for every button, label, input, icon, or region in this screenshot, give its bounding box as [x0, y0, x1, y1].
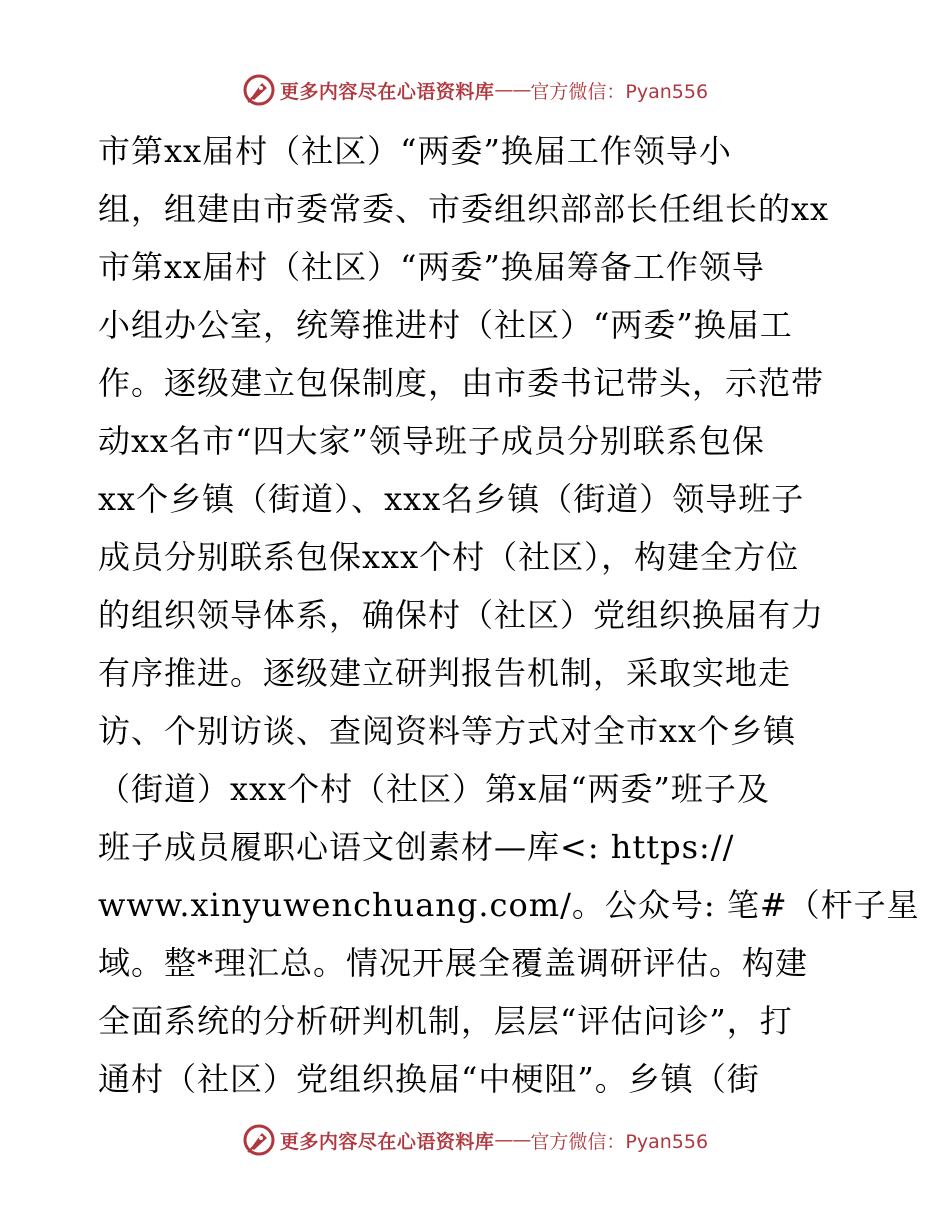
body-line: 通村（社区）党组织换届“中梗阻”。乡镇（街: [98, 1060, 760, 1098]
body-line: 全面系统的分析研判机制，层层“评估问诊”，打: [98, 1002, 793, 1040]
body-line: 有序推进。逐级建立研判报告机制，采取实地走: [98, 654, 792, 692]
banner-wechat-text: 官方微信：Pyan556: [530, 1130, 709, 1153]
body-line: 成员分别联系包保xxx个村（社区），构建全方位: [98, 538, 800, 576]
body-line: （街道）xxx个村（社区）第x届“两委”班子及: [98, 770, 770, 808]
body-line: 组，组建由市委常委、市委组织部部长任组长的xx: [98, 190, 830, 228]
pen-nib-logo-icon: [242, 73, 276, 107]
body-line: 小组办公室，统筹推进村（社区）“两委”换届工: [98, 306, 793, 344]
banner-brand-text: 更多内容尽在心语资料库: [279, 1130, 495, 1153]
banner-separator: ——: [494, 79, 531, 101]
body-line: 班子成员履职心语文创素材—库<: https://: [98, 828, 735, 866]
header-banner: [0, 70, 950, 110]
body-line: 市第xx届村（社区）“两委”换届工作领导小: [98, 132, 732, 170]
body-line: xx个乡镇（街道）、xxx名乡镇（街道）领导班子: [98, 480, 805, 518]
document-body: [98, 122, 920, 1108]
body-line: 域。整*理汇总。情况开展全覆盖调研评估。构建: [98, 944, 809, 982]
body-line: 作。逐级建立包保制度，由市委书记带头，示范带: [98, 364, 825, 402]
body-line: 市第xx届村（社区）“两委”换届筹备工作领导: [98, 248, 765, 286]
banner-wechat-text: 官方微信：Pyan556: [530, 80, 709, 103]
body-line: 访、个别访谈、查阅资料等方式对全市xx个乡镇: [98, 712, 797, 750]
footer-banner: [0, 1120, 950, 1160]
body-line: 动xx名市“四大家”领导班子成员分别联系包保: [98, 422, 765, 460]
banner-separator: ——: [494, 1129, 531, 1151]
body-line: 的组织领导体系，确保村（社区）党组织换届有力: [98, 596, 825, 634]
pen-nib-logo-icon: [242, 1123, 276, 1157]
body-line: www.xinyuwenchuang.com/。公众号: 笔#（杆子星: [98, 886, 920, 924]
banner-brand-text: 更多内容尽在心语资料库: [279, 80, 495, 103]
